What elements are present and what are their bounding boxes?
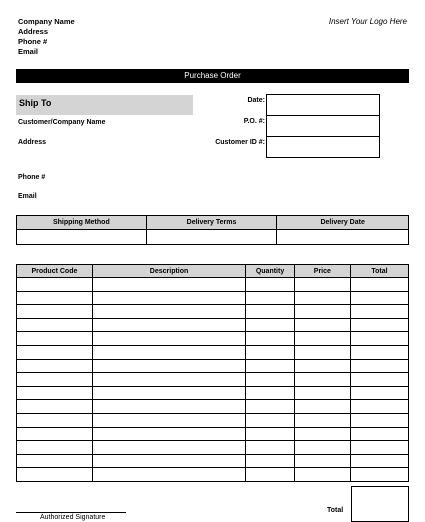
description-cell[interactable] [92,386,245,400]
table-row [17,468,409,482]
product-code-cell[interactable] [17,291,93,305]
product-code-cell[interactable] [17,278,93,292]
product-code-cell[interactable] [17,427,93,441]
product-code-cell[interactable] [17,386,93,400]
quantity-header: Quantity [246,265,295,278]
shipping-table [16,215,409,245]
price-cell[interactable] [294,359,350,373]
total-cell[interactable] [350,427,408,441]
description-cell[interactable] [92,413,245,427]
phone-label: Phone # [18,174,46,181]
table-row [17,454,409,468]
quantity-cell[interactable] [246,332,295,346]
description-cell[interactable] [92,373,245,387]
total-cell[interactable] [350,454,408,468]
product-code-cell[interactable] [17,332,93,346]
total-cell[interactable] [350,468,408,482]
quantity-cell[interactable] [246,441,295,455]
table-row [17,278,409,292]
quantity-cell[interactable] [246,413,295,427]
quantity-cell[interactable] [246,345,295,359]
shipping-method-header: Shipping Method [17,216,147,230]
table-row [17,305,409,319]
price-cell[interactable] [294,345,350,359]
total-cell[interactable] [350,318,408,332]
description-cell[interactable] [92,454,245,468]
table-row [17,345,409,359]
total-cell[interactable] [350,373,408,387]
description-cell[interactable] [92,332,245,346]
total-cell[interactable] [350,359,408,373]
price-cell[interactable] [294,386,350,400]
quantity-cell[interactable] [246,454,295,468]
product-code-cell[interactable] [17,359,93,373]
signature-label: Authorized Signature [40,514,106,521]
product-code-header: Product Code [17,265,93,278]
product-code-cell[interactable] [17,318,93,332]
price-cell[interactable] [294,332,350,346]
price-cell[interactable] [294,413,350,427]
description-cell[interactable] [92,291,245,305]
table-row [17,318,409,332]
price-cell[interactable] [294,278,350,292]
table-row [17,441,409,455]
page-title: Purchase Order [16,69,409,83]
description-header: Description [92,265,245,278]
delivery-date-cell[interactable] [277,230,409,245]
table-row [17,427,409,441]
quantity-cell[interactable] [246,373,295,387]
product-code-cell[interactable] [17,373,93,387]
product-code-cell[interactable] [17,345,93,359]
total-cell[interactable] [350,413,408,427]
description-cell[interactable] [92,441,245,455]
description-cell[interactable] [92,427,245,441]
signature-line [16,512,126,513]
table-row [17,332,409,346]
date-label: Date: [247,97,265,104]
company-email: Email [18,47,39,56]
company-info [18,17,75,57]
product-code-cell[interactable] [17,413,93,427]
email-label: Email [18,193,37,200]
shipping-method-cell[interactable] [17,230,147,245]
description-cell[interactable] [92,345,245,359]
description-cell[interactable] [92,400,245,414]
description-cell[interactable] [92,318,245,332]
price-cell[interactable] [294,427,350,441]
total-cell[interactable] [350,332,408,346]
price-cell[interactable] [294,318,350,332]
total-cell[interactable] [350,291,408,305]
company-name: Company Name [18,17,75,26]
price-header: Price [294,265,350,278]
total-cell[interactable] [350,278,408,292]
quantity-cell[interactable] [246,468,295,482]
delivery-terms-cell[interactable] [146,230,277,245]
company-phone: Phone # [18,37,48,46]
description-cell[interactable] [92,305,245,319]
po-field[interactable] [266,115,380,137]
address-label: Address [18,139,47,146]
price-cell[interactable] [294,373,350,387]
quantity-cell[interactable] [246,278,295,292]
product-code-cell[interactable] [17,400,93,414]
table-row [17,400,409,414]
table-row [17,386,409,400]
quantity-cell[interactable] [246,359,295,373]
product-code-cell[interactable] [17,441,93,455]
items-table [16,264,409,482]
table-row [17,413,409,427]
total-header: Total [350,265,408,278]
grand-total-field[interactable] [351,486,409,522]
delivery-date-header: Delivery Date [277,216,409,230]
customer-id-field[interactable] [266,136,380,158]
product-code-cell[interactable] [17,305,93,319]
price-cell[interactable] [294,441,350,455]
total-cell[interactable] [350,345,408,359]
product-code-cell[interactable] [17,468,93,482]
table-row [17,291,409,305]
price-cell[interactable] [294,305,350,319]
total-cell[interactable] [350,386,408,400]
table-row [17,373,409,387]
product-code-cell[interactable] [17,454,93,468]
description-cell[interactable] [92,278,245,292]
price-cell[interactable] [294,291,350,305]
company-address: Address [18,27,49,36]
total-cell[interactable] [350,305,408,319]
total-cell[interactable] [350,400,408,414]
quantity-cell[interactable] [246,291,295,305]
price-cell[interactable] [294,468,350,482]
quantity-cell[interactable] [246,305,295,319]
logo-placeholder: Insert Your Logo Here [328,17,407,26]
total-cell[interactable] [350,441,408,455]
total-label: Total [327,507,344,514]
customer-company-label: Customer/Company Name [18,119,106,126]
table-row [17,359,409,373]
po-label: P.O. #: [243,118,265,125]
description-cell[interactable] [92,468,245,482]
price-cell[interactable] [294,400,350,414]
price-cell[interactable] [294,454,350,468]
ship-to-heading: Ship To [16,95,193,115]
quantity-cell[interactable] [246,318,295,332]
customer-id-label: Customer ID #: [215,139,265,146]
quantity-cell[interactable] [246,400,295,414]
description-cell[interactable] [92,359,245,373]
quantity-cell[interactable] [246,386,295,400]
quantity-cell[interactable] [246,427,295,441]
delivery-terms-header: Delivery Terms [146,216,277,230]
date-field[interactable] [266,94,380,116]
